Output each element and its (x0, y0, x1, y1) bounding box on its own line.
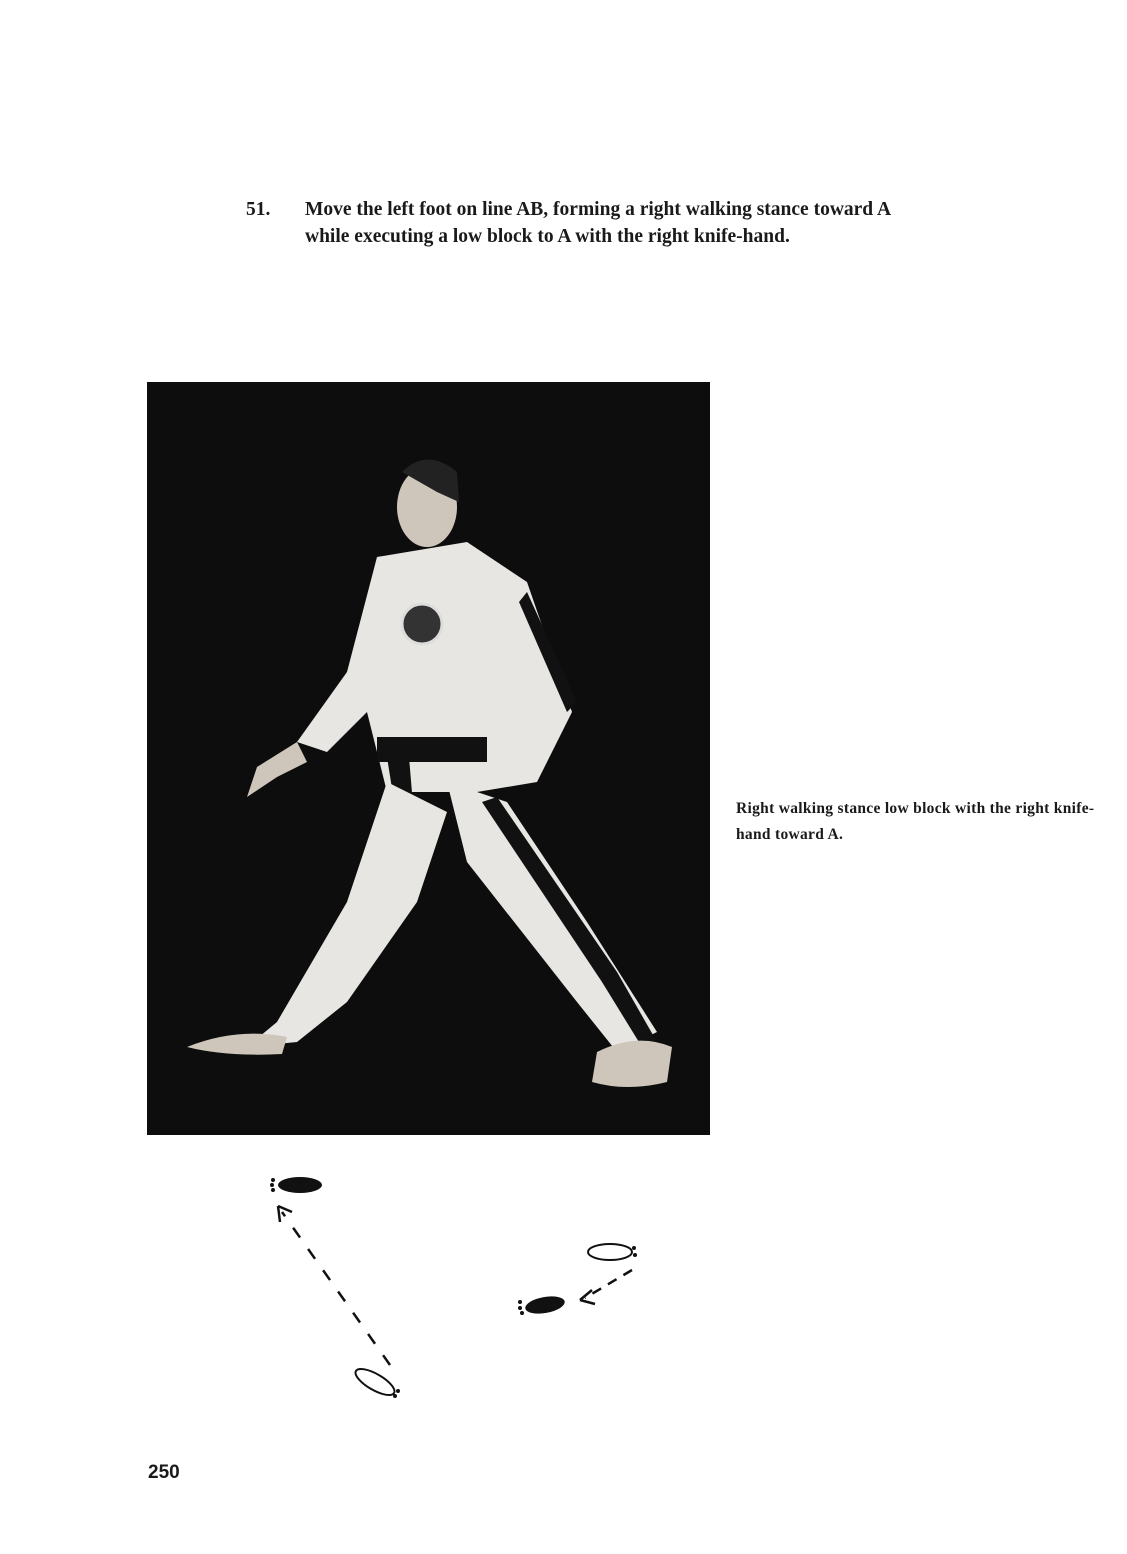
footprint-filled-icon (518, 1294, 566, 1317)
dashed-arrow-icon (278, 1206, 390, 1365)
dashed-arrow-icon (580, 1270, 632, 1304)
figure-illustration (147, 382, 710, 1135)
photo-martial-artist (147, 382, 710, 1135)
footprint-filled-icon (270, 1177, 322, 1193)
footprint-outline-icon (352, 1364, 400, 1400)
footprint-outline-icon (588, 1244, 637, 1260)
step-number: 51. (246, 199, 271, 220)
photo-caption: Right walking stance low block with the right knife-hand toward A. (736, 800, 1095, 843)
foot-movement-diagram (240, 1160, 680, 1410)
page-number: 250 (148, 1462, 180, 1483)
step-text: Move the left foot on line AB, forming a right walking stance toward A while executing a low block to A with the right knife-hand. (305, 199, 890, 247)
